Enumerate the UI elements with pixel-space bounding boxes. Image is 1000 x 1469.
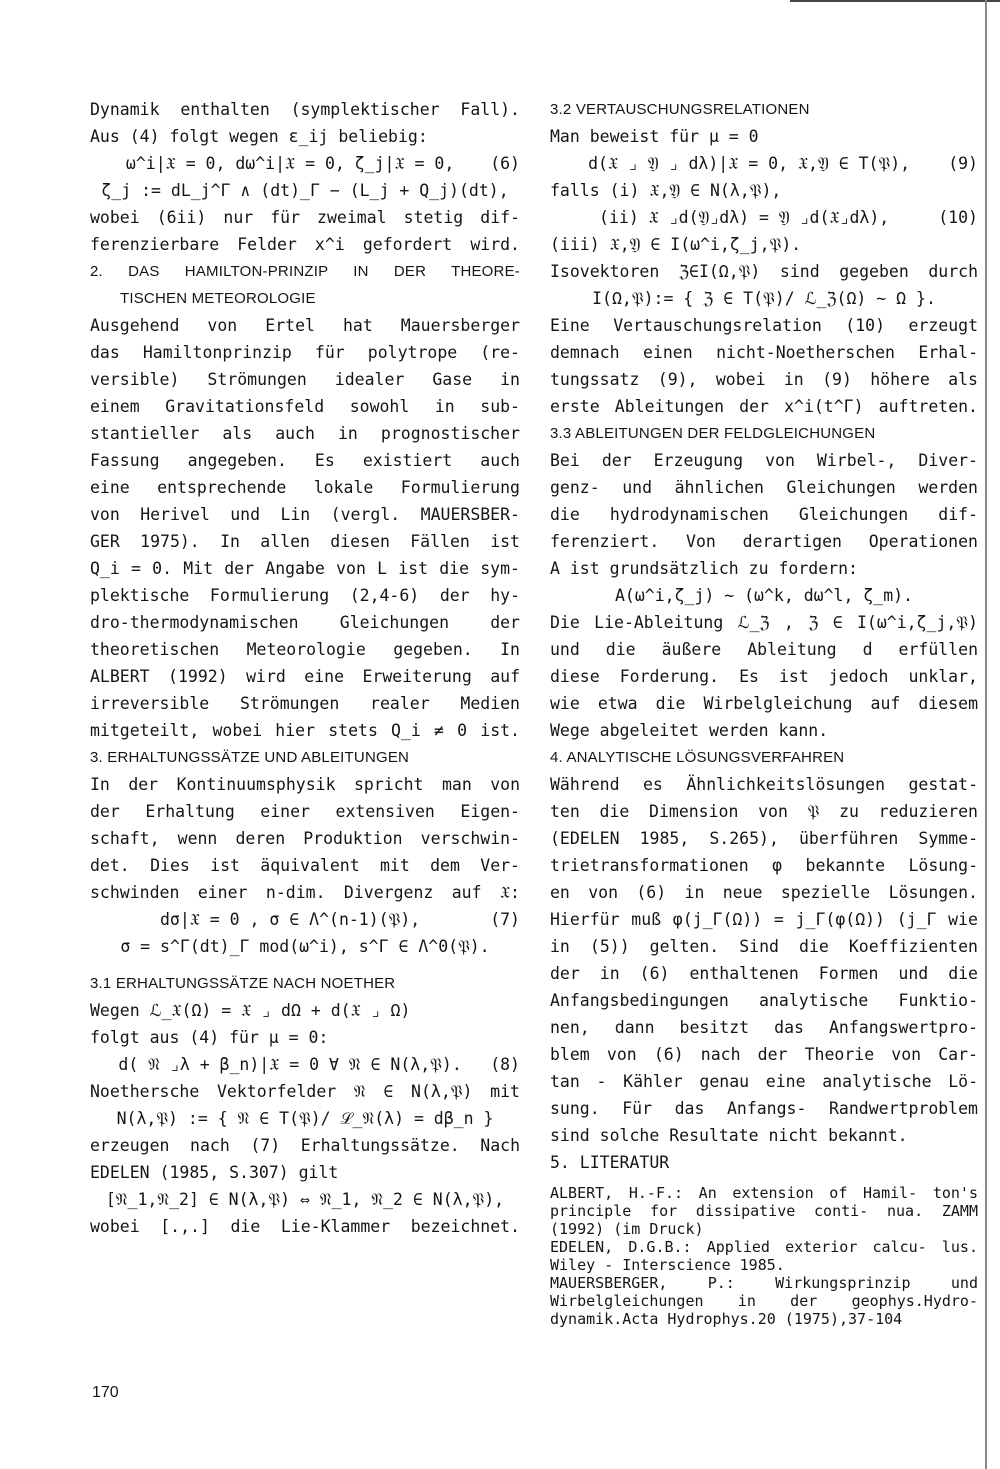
text-line: wobei (6ii) nur für zweimal stetig dif- xyxy=(90,208,520,227)
text-line: Wege abgeleitet werden kann. xyxy=(550,721,829,740)
text-line: [𝔑_1,𝔑_2] ∈ N(λ,𝔓) ⇔ 𝔑_1, 𝔑_2 ∈ N(λ,𝔓), xyxy=(105,1190,505,1209)
text-line: EDELEN (1985, S.307) gilt xyxy=(90,1163,339,1182)
section-heading: 4. ANALYTISCHE LÖSUNGSVERFAHREN xyxy=(550,749,845,766)
text-line: genz- und ähnlichen Gleichungen werden xyxy=(550,478,978,497)
reference-entry: MAUERSBERGER, P.: Wirkungsprinzip und Wirbelgleichungen in der geophys.Hydro- dynamik.Acta Hydrophys.20 (1975),37-104 xyxy=(550,1274,978,1328)
text-line: der in (6) enthaltenen Formen und die xyxy=(550,964,978,983)
section-heading: 3.1 ERHALTUNGSSÄTZE NACH NOETHER xyxy=(90,975,396,992)
text-line: Bei der Erzeugung von Wirbel-, Diver- xyxy=(550,451,978,470)
text-line: von Herivel und Lin (vergl. MAUERSBER- xyxy=(90,505,520,524)
text-line: N(λ,𝔓) := { 𝔑 ∈ T(𝔓)/ ℒ_𝔑(λ) = dβ_n } xyxy=(116,1109,494,1128)
text-line: Anfangsbedingungen analytische Funktio- xyxy=(550,991,978,1010)
text-line: schwinden einer n-dim. Divergenz auf 𝔛: xyxy=(90,883,520,902)
text-line: folgt aus (4) für μ = 0: xyxy=(90,1028,329,1047)
text-line: A(ω^i,ζ_j) ~ (ω^k, dω^l, ζ_m). xyxy=(614,586,913,605)
text-line: Ausgehend von Ertel hat Mauersberger xyxy=(90,316,520,335)
equation-expression: d( 𝔑 ⌟λ + β_n)|𝔛 = 0 ∀ 𝔑 ∈ N(λ,𝔓). xyxy=(118,1055,462,1074)
text-line: Noethersche Vektorfelder 𝔑 ∈ N(λ,𝔓) mit xyxy=(90,1082,520,1101)
text-line: Isovektoren ℨ∈I(Ω,𝔓) sind gegeben durch xyxy=(550,262,978,281)
text-line: Aus (4) folgt wegen ε_ij beliebig: xyxy=(90,127,428,146)
text-line: Fassung angegeben. Es existiert auch xyxy=(90,451,520,470)
text-line: Man beweist für μ = 0 xyxy=(550,127,759,146)
text-line: ferenziert. Von derartigen Operationen xyxy=(550,532,978,551)
text-line: ζ_j := dL_j^Γ ∧ (dt)_Γ − (L_j + Q_j)(dt), xyxy=(101,181,509,200)
equation-number: (6) xyxy=(490,154,520,173)
text-line: ALBERT (1992) wird eine Erweiterung auf xyxy=(90,667,520,686)
section-heading: TISCHEN METEOROLOGIE xyxy=(120,290,316,307)
equation-expression: dσ|𝔛 = 0 , σ ∈ Λ^(n-1)(𝔓), xyxy=(159,910,421,929)
text-line: einem Gravitationsfeld sowohl in sub- xyxy=(90,397,520,416)
text-line: sind solche Resultate nicht bekannt. xyxy=(550,1126,908,1145)
equation-number: (8) xyxy=(490,1055,520,1074)
text-line: Q_i = 0. Mit der Angabe von L ist die sym- xyxy=(90,559,520,578)
equation-line xyxy=(550,150,978,177)
equation-line xyxy=(90,150,520,177)
text-line: theoretischen Meteorologie gegeben. In xyxy=(90,640,520,659)
left-column xyxy=(90,96,520,1240)
text-line: (EDELEN 1985, S.265), überführen Symme- xyxy=(550,829,978,848)
text-line: GER 1975). In allen diesen Fällen ist xyxy=(90,532,520,551)
text-line: In der Kontinuumsphysik spricht man von xyxy=(90,775,520,794)
text-line: (iii) 𝔛,𝔜 ∈ I(ω^i,ζ_j,𝔓). xyxy=(550,235,802,254)
text-line: A ist grundsätzlich zu fordern: xyxy=(550,559,858,578)
text-line: erste Ableitungen der x^i(t^Γ) auftreten. xyxy=(550,397,978,416)
equation-number: (7) xyxy=(490,910,520,929)
text-line: erzeugen nach (7) Erhaltungssätze. Nach xyxy=(90,1136,520,1155)
text-line: wobei [.,.] die Lie-Klammer bezeichnet. xyxy=(90,1217,520,1236)
text-line: mitgeteilt, wobei hier stets Q_i ≠ 0 ist. xyxy=(90,721,520,740)
text-line: schaft, wenn deren Produktion verschwin- xyxy=(90,829,520,848)
text-line: irreversible Strömungen realer Medien xyxy=(90,694,520,713)
section-heading: 2. DAS HAMILTON-PRINZIP IN DER THEORE- xyxy=(90,263,520,280)
equation-line xyxy=(90,1051,520,1078)
section-heading: 3.2 VERTAUSCHUNGSRELATIONEN xyxy=(550,101,810,118)
text-line: eine entsprechende lokale Formulierung xyxy=(90,478,520,497)
text-line: Während es Ähnlichkeitslösungen gestat- xyxy=(550,775,978,794)
text-line: Hierfür muß φ(j_Γ(Ω)) = j_Γ(φ(Ω)) (j_Γ wie xyxy=(550,910,978,929)
equation-number: (9) xyxy=(948,154,978,173)
reference-entry: EDELEN, D.G.B.: Applied exterior calcu- lus. Wiley - Interscience 1985. xyxy=(550,1238,978,1274)
right-column xyxy=(550,96,978,1328)
text-line: en von (6) in neue spezielle Lösungen. xyxy=(550,883,978,902)
text-line: versible) Strömungen idealer Gase in xyxy=(90,370,520,389)
text-line: demnach einen nicht-Noetherschen Erhal- xyxy=(550,343,978,362)
scan-edge-right xyxy=(985,0,987,1469)
text-line: Die Lie-Ableitung ℒ_ℨ , ℨ ∈ I(ω^i,ζ_j,𝔓) xyxy=(550,613,978,632)
equation-number: (10) xyxy=(938,208,978,227)
text-line: falls (i) 𝔛,𝔜 ∈ N(λ,𝔓), xyxy=(550,181,782,200)
text-line: das Hamiltonprinzip für polytrope (re- xyxy=(90,343,520,362)
equation-line xyxy=(90,906,520,933)
text-line: tungssatz (9), wobei in (9) höhere als xyxy=(550,370,978,389)
text-line: nen, dann besitzt das Anfangswertpro- xyxy=(550,1018,978,1037)
text-line: die hydrodynamischen Gleichungen dif- xyxy=(550,505,978,524)
text-line: wie etwa die Wirbelgleichung auf diesem xyxy=(550,694,978,713)
text-line: sung. Für das Anfangs- Randwertproblem xyxy=(550,1099,978,1118)
text-line: ten die Dimension von 𝔓 zu reduzieren xyxy=(550,802,978,821)
text-line: dro-thermodynamischen Gleichungen der xyxy=(90,613,520,632)
text-line: I(Ω,𝔓):= { ℨ ∈ T(𝔓)/ ℒ_ℨ(Ω) ~ Ω }. xyxy=(592,289,936,308)
equation-expression: ω^i|𝔛 = 0, dω^i|𝔛 = 0, ζ_j|𝔛 = 0, xyxy=(125,154,455,173)
text-line: Eine Vertauschungsrelation (10) erzeugt xyxy=(550,316,978,335)
text-line: blem von (6) nach der Theorie von Car- xyxy=(550,1045,978,1064)
text-line: ferenzierbare Felder x^i gefordert wird. xyxy=(90,235,520,254)
page-number: 170 xyxy=(92,1384,119,1401)
text-line: 5. LITERATUR xyxy=(550,1153,670,1172)
section-heading: 3. ERHALTUNGSSÄTZE UND ABLEITUNGEN xyxy=(90,749,410,766)
text-line: plektische Formulierung (2,4-6) der hy- xyxy=(90,586,520,605)
reference-entry: ALBERT, H.-F.: An extension of Hamil- ton's principle for dissipative conti- nua. ZAMM (1992) (im Druck) xyxy=(550,1184,978,1238)
text-line: der Erhaltung einer extensiven Eigen- xyxy=(90,802,520,821)
text-line: σ = s^Γ(dt)_Γ mod(ω^i), s^Γ ∈ Λ^0(𝔓). xyxy=(120,937,490,956)
equation-expression: d(𝔛 ⌟ 𝔜 ⌟ dλ)|𝔛 = 0, 𝔛,𝔜 ∈ T(𝔓), xyxy=(588,154,911,173)
text-line: Wegen ℒ_𝔛(Ω) = 𝔛 ⌟ dΩ + d(𝔛 ⌟ Ω) xyxy=(90,1001,411,1020)
text-line: in (5)) gelten. Sind die Koeffizienten xyxy=(550,937,978,956)
text-line: stantieller als auch in prognostischer xyxy=(90,424,520,443)
text-line: trietransformationen φ bekannte Lösung- xyxy=(550,856,978,875)
equation-expression: (ii) 𝔛 ⌟d(𝔜⌟dλ) = 𝔜 ⌟d(𝔛⌟dλ), xyxy=(599,208,890,227)
text-line: diese Forderung. Es ist jedoch unklar, xyxy=(550,667,978,686)
section-heading: 3.3 ABLEITUNGEN DER FELDGLEICHUNGEN xyxy=(550,425,876,442)
text-line: Dynamik enthalten (symplektischer Fall). xyxy=(90,100,520,119)
scan-edge-top xyxy=(790,0,1000,2)
equation-line xyxy=(550,204,978,231)
text-line: und die äußere Ableitung d erfüllen xyxy=(550,640,978,659)
text-line: tan - Kähler genau eine analytische Lö- xyxy=(550,1072,978,1091)
text-line: det. Dies ist äquivalent mit dem Ver- xyxy=(90,856,520,875)
